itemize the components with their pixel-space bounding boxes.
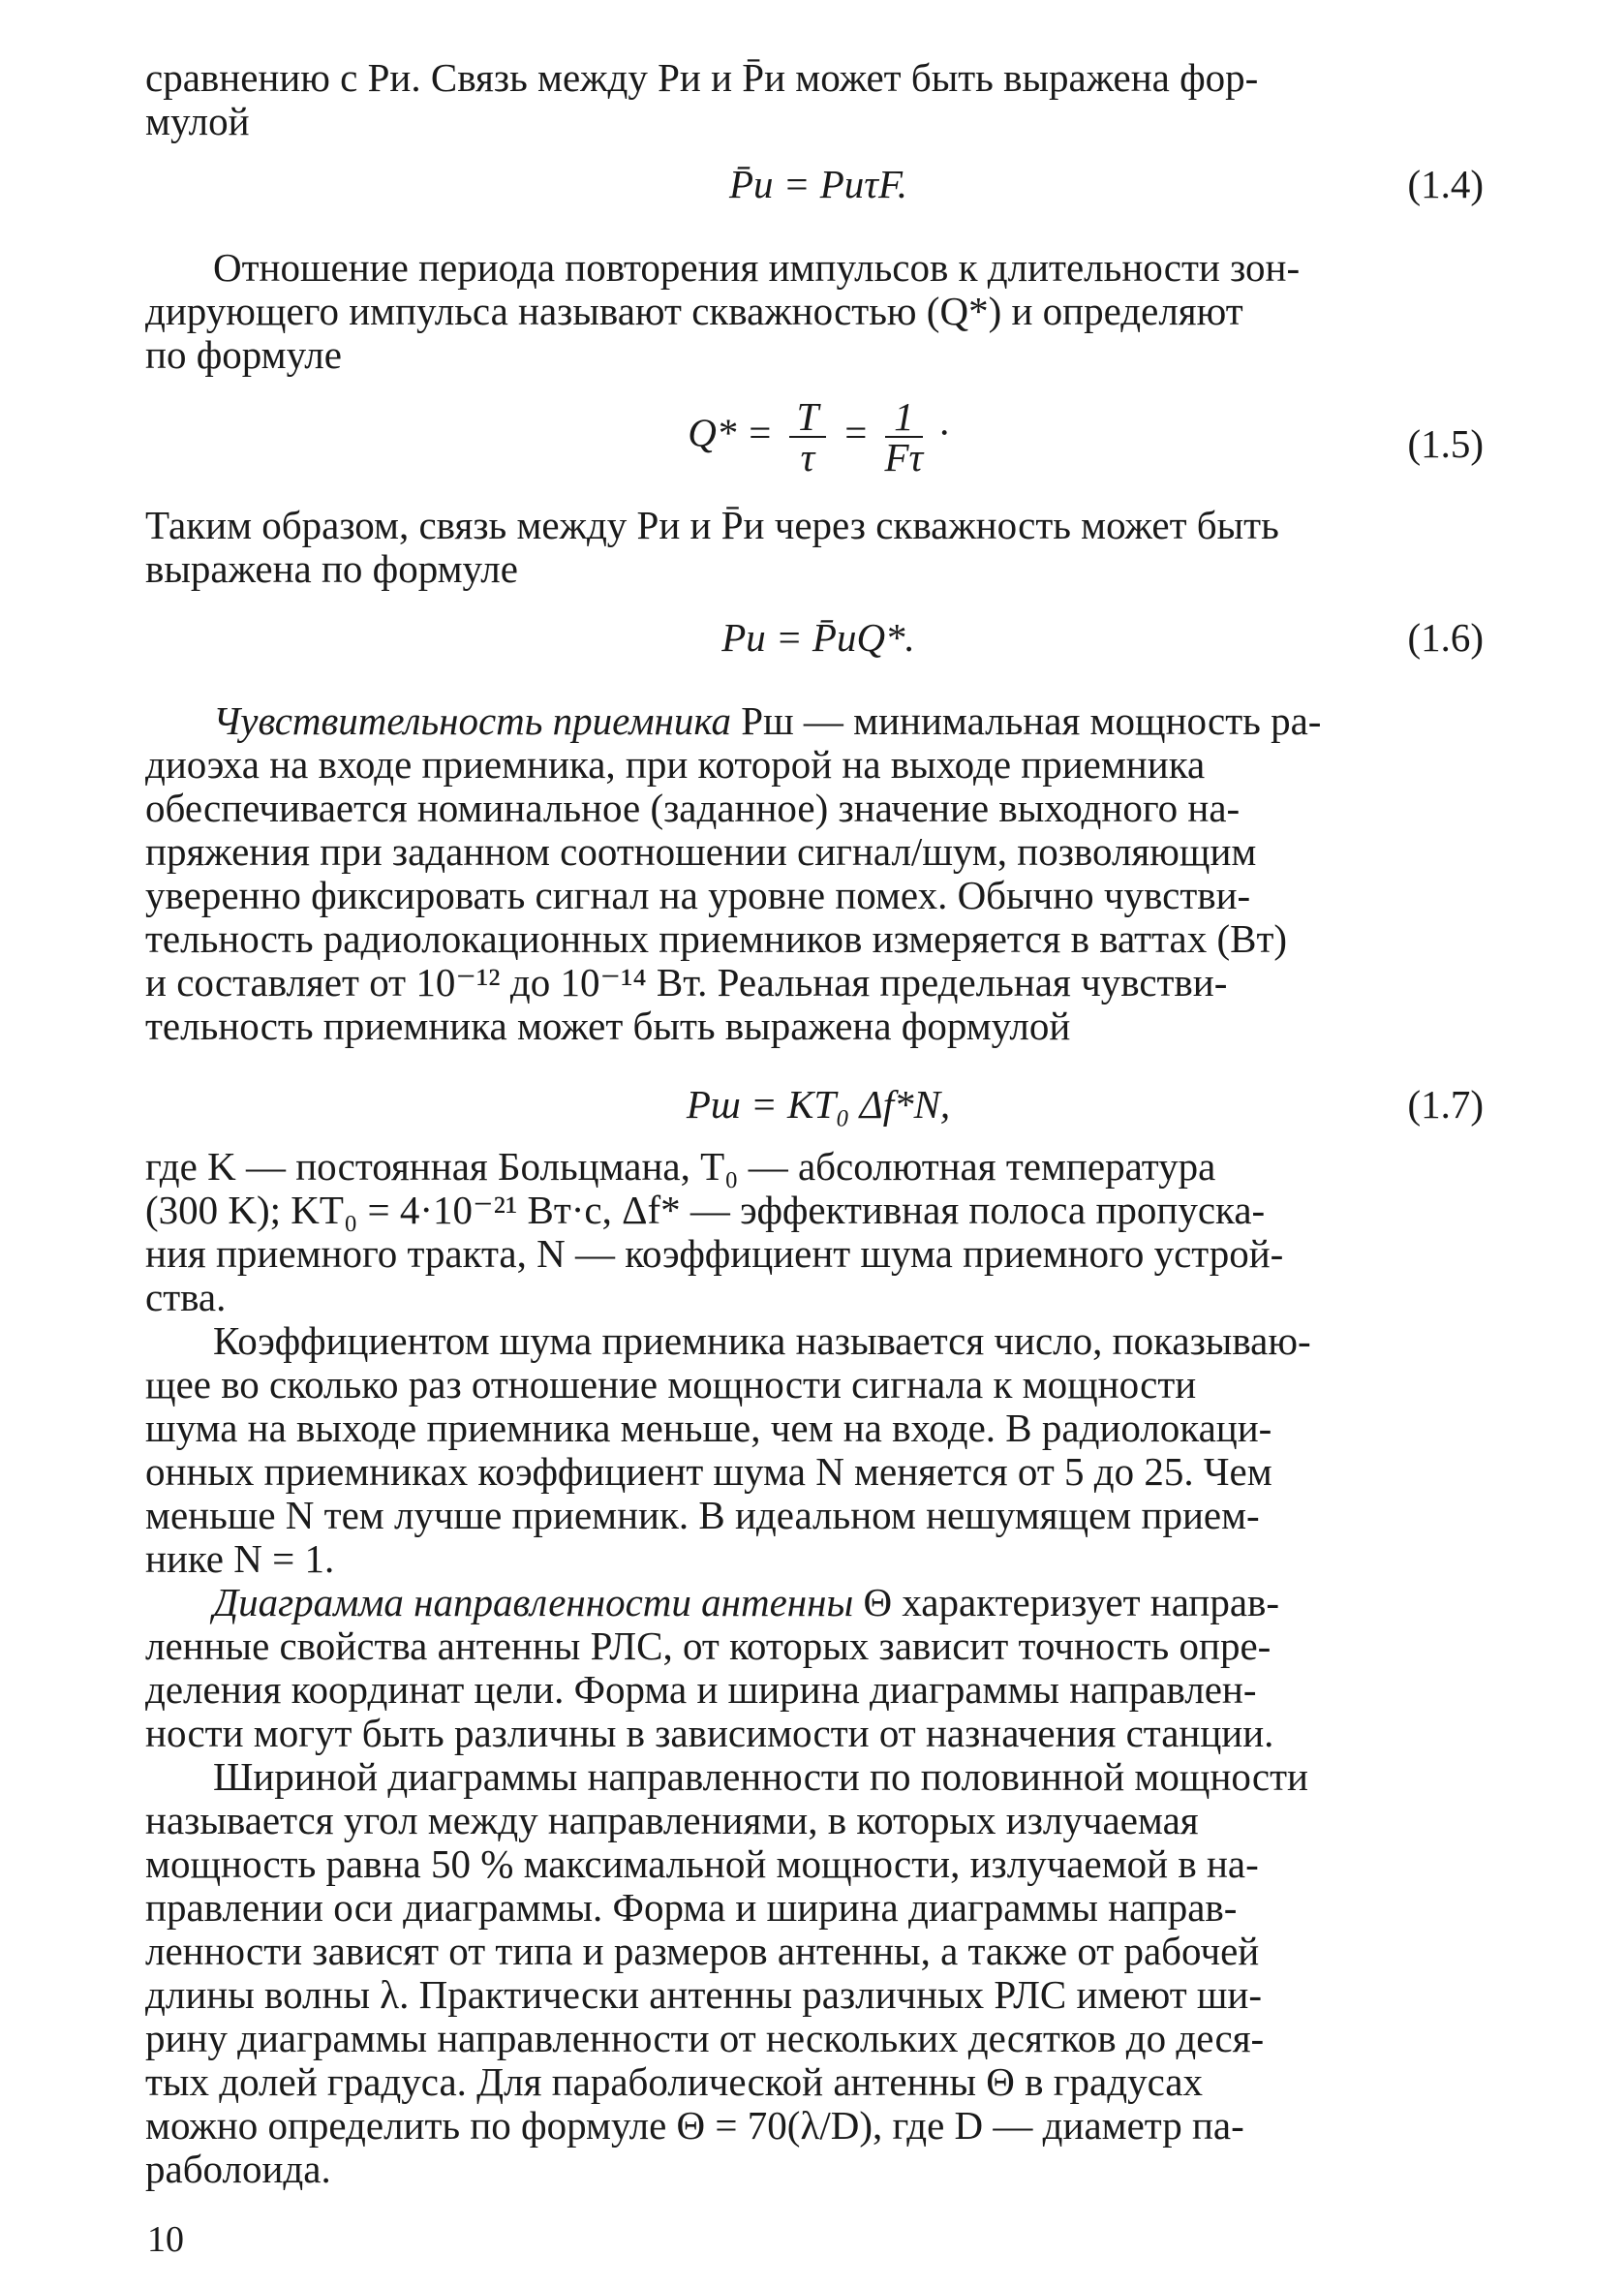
text-line: тых долей градуса. Для параболической антенны Θ в градусах <box>145 2059 1203 2104</box>
formula-1-6 <box>145 608 1491 666</box>
paragraph-5 <box>145 1145 1491 1319</box>
paragraph-6 <box>145 1319 1491 1581</box>
text-line: онных приемниках коэффициент шума N меняется от 5 до 25. Чем <box>145 1449 1272 1494</box>
text-line: ленные свойства антенны РЛС, от которых зависит точность опре- <box>145 1623 1272 1668</box>
term-italic: Чувствительность приемника <box>213 698 732 743</box>
paragraph-3 <box>145 504 1491 591</box>
formula-lhs: Q* = <box>688 410 774 455</box>
equals-sign: = <box>842 410 870 455</box>
text-line: шума на выходе приемника меньше, чем на входе. В радиолокаци- <box>145 1406 1272 1450</box>
numerator: 1 <box>885 397 924 438</box>
page-number: 10 <box>147 2219 184 2260</box>
formula-expression: Pш = KT₀ Δf*N, <box>686 1082 951 1127</box>
formula-number: (1.5) <box>1407 421 1484 466</box>
text-line: пряжения при заданном соотношении сигнал/шум, позволяющим <box>145 829 1257 874</box>
text-line: где K — постоянная Больцмана, T₀ — абсолютная температура <box>145 1144 1216 1189</box>
text-line: ленности зависят от типа и размеров антенны, а также от рабочей <box>145 1929 1260 1973</box>
text-run: Θ характеризует направ- <box>853 1580 1280 1624</box>
text-line <box>145 1581 1491 1624</box>
paragraph-1 <box>145 56 1491 143</box>
denominator: τ <box>800 435 815 479</box>
text-line: Шириной диаграммы направленности по половинной мощности <box>213 1754 1308 1799</box>
term-italic: Диаграмма направленности антенны <box>213 1580 854 1624</box>
text-line: дирующего импульса называют скважностью (Q*) и определяют <box>145 289 1243 333</box>
paragraph-2 <box>145 246 1491 377</box>
formula-1-4 <box>145 155 1491 213</box>
formula-tail: · <box>938 410 949 455</box>
text-line: раболоида. <box>145 2147 331 2191</box>
text-line: обеспечивается номинальное (заданное) значение выходного на- <box>145 786 1241 830</box>
numerator: T <box>789 397 827 438</box>
formula-number: (1.7) <box>1407 1082 1484 1127</box>
text-line: диоэха на входе приемника, при которой на выходе приемника <box>145 742 1206 787</box>
text-line: рину диаграммы направленности от нескольких десятков до деся- <box>145 2016 1265 2060</box>
text-run: Pш — минимальная мощность ра- <box>731 698 1322 743</box>
text-line: тельность приемника может быть выражена формулой <box>145 1004 1071 1048</box>
paragraph-8 <box>145 1755 1491 2191</box>
paragraph-4 <box>145 699 1491 1048</box>
formula-expression: Pи = P̄иQ*. <box>721 615 915 660</box>
text-line: мощность равна 50 % максимальной мощности, излучаемой в на- <box>145 1841 1259 1886</box>
text-line: мулой <box>145 99 250 143</box>
formula-1-7 <box>145 1075 1491 1133</box>
formula-expression: P̄и = PиτF. <box>729 162 907 206</box>
text-line: нике N = 1. <box>145 1536 335 1581</box>
formula-number: (1.4) <box>1407 162 1484 206</box>
fraction <box>884 394 924 479</box>
formula-1-5 <box>145 394 1491 484</box>
text-line: Отношение периода повторения импульсов к длительности зон- <box>213 245 1301 290</box>
paragraph-7 <box>145 1581 1491 1755</box>
text-line: можно определить по формуле Θ = 70(λ/D), где D — диаметр па- <box>145 2103 1244 2148</box>
text-line: ности могут быть различны в зависимости от назначения станции. <box>145 1711 1274 1755</box>
text-line: называется угол между направлениями, в которых излучаемая <box>145 1798 1199 1842</box>
fraction <box>789 394 827 479</box>
text-line: длины волны λ. Практически антенны различных РЛС имеют ши- <box>145 1972 1263 2017</box>
text-line: деления координат цели. Форма и ширина диаграммы направлен- <box>145 1667 1257 1712</box>
text-line: тельность радиолокационных приемников измеряется в ваттах (Вт) <box>145 916 1288 961</box>
denominator: Fτ <box>884 435 924 479</box>
text-line: Таким образом, связь между Pи и P̄и через скважность может быть <box>145 503 1279 547</box>
text-line: выражена по формуле <box>145 546 518 591</box>
text-line: ния приемного тракта, N — коэффициент шума приемного устрой- <box>145 1231 1284 1276</box>
text-line: меньше N тем лучше приемник. В идеальном нешумящем прием- <box>145 1493 1260 1537</box>
formula-number: (1.6) <box>1407 615 1484 660</box>
text-line <box>145 699 1491 743</box>
text-line: сравнению с Pи. Связь между Pи и P̄и может быть выражена фор- <box>145 55 1259 100</box>
text-line: и составляет от 10⁻¹² до 10⁻¹⁴ Вт. Реальная предельная чувстви- <box>145 960 1228 1005</box>
text-line: ства. <box>145 1275 227 1319</box>
text-line: (300 K); KT₀ = 4·10⁻²¹ Вт·с, Δf* — эффективная полоса пропуска- <box>145 1188 1266 1232</box>
text-line: уверенно фиксировать сигнал на уровне помех. Обычно чувстви- <box>145 873 1251 917</box>
text-line: по формуле <box>145 332 342 377</box>
text-line: правлении оси диаграммы. Форма и ширина диаграммы направ- <box>145 1885 1238 1930</box>
text-line: Коэффициентом шума приемника называется число, показываю- <box>213 1318 1311 1363</box>
text-line: щее во сколько раз отношение мощности сигнала к мощности <box>145 1362 1197 1407</box>
formula-expression <box>145 394 1491 479</box>
